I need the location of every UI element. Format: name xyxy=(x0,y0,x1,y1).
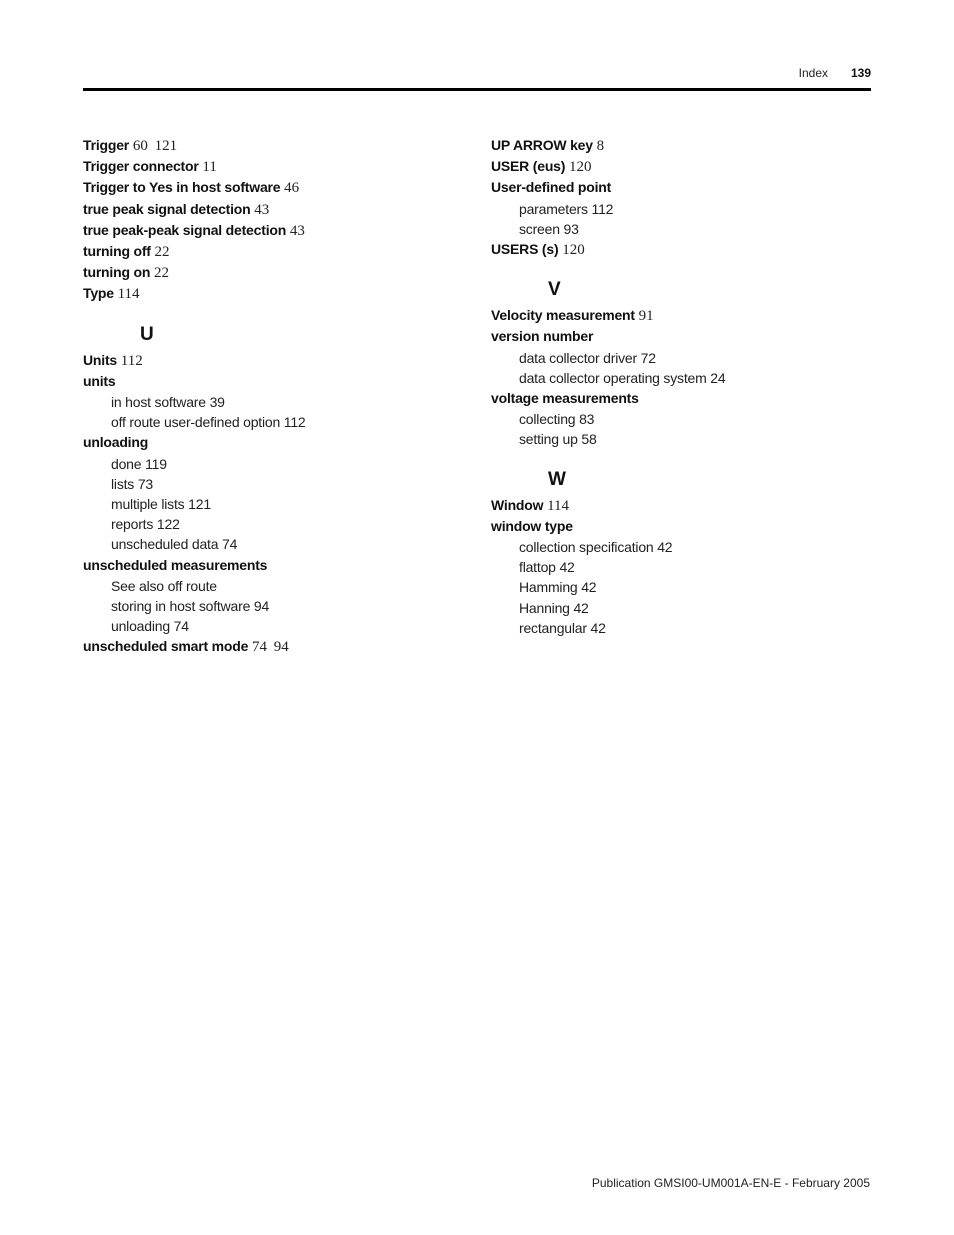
index-subterm: rectangular xyxy=(519,619,587,636)
index-page-refs: 119 xyxy=(145,455,167,472)
index-term: Units xyxy=(83,351,118,368)
index-entry xyxy=(83,283,463,304)
index-subterm: reports xyxy=(111,516,154,533)
index-subterm: unloading xyxy=(111,618,170,635)
index-subentry xyxy=(83,534,463,554)
index-entry xyxy=(491,388,871,409)
index-subterm: unscheduled data xyxy=(111,536,219,553)
index-page-refs: 94 xyxy=(253,598,270,615)
index-term: Trigger connector xyxy=(83,158,199,175)
index-subterm: lists xyxy=(111,475,135,492)
index-term: UP ARROW key xyxy=(491,137,593,153)
index-term: turning on xyxy=(83,264,151,281)
index-subentry xyxy=(491,348,871,368)
index-subterm: setting up xyxy=(519,431,578,448)
index-page-refs: 43 xyxy=(254,201,270,218)
index-entry xyxy=(491,239,871,260)
index-entry xyxy=(83,555,463,576)
index-page-refs: 74 94 xyxy=(251,639,289,656)
index-subentry xyxy=(83,474,463,494)
index-subentry xyxy=(83,494,463,514)
index-entry xyxy=(83,199,463,220)
index-subterm: collection specification xyxy=(519,539,654,556)
index-term: true peak signal detection xyxy=(83,200,251,217)
index-page-refs: 74 xyxy=(222,536,238,553)
index-page-refs: 73 xyxy=(137,475,154,492)
index-page-refs: 42 xyxy=(559,559,575,576)
index-page-refs: 114 xyxy=(547,497,570,514)
index-entry xyxy=(491,305,871,326)
index-page-refs: 112 xyxy=(120,352,143,369)
index-term: version number xyxy=(491,328,594,345)
index-subentry xyxy=(83,514,463,534)
index-subterm: flattop xyxy=(519,559,556,576)
index-subterm: off route user-defined option xyxy=(111,414,281,431)
index-term: units xyxy=(83,372,116,389)
index-letter-heading: W xyxy=(548,468,566,490)
index-page-refs: 114 xyxy=(117,286,140,303)
index-entry xyxy=(83,156,463,177)
index-page-refs: 42 xyxy=(590,619,606,636)
index-subterm: in host software xyxy=(111,394,206,411)
index-page-refs: 72 xyxy=(640,349,656,366)
index-letter-heading: V xyxy=(548,279,561,301)
index-subterm: collecting xyxy=(519,411,576,428)
index-entry xyxy=(83,371,463,392)
index-subentry xyxy=(83,412,463,432)
index-page-refs: 60 121 xyxy=(132,138,178,154)
index-page-refs: 121 xyxy=(188,496,211,513)
index-subentry xyxy=(83,616,463,636)
index-term: USER (eus) xyxy=(491,158,566,175)
index-subterm: data collector driver xyxy=(519,349,637,366)
page-number: 139 xyxy=(850,66,871,80)
index-entry xyxy=(491,177,871,198)
index-page-refs: 74 xyxy=(173,618,189,635)
index-subentry xyxy=(491,219,871,239)
index-term: unscheduled measurements xyxy=(83,556,268,573)
running-header-section: Index xyxy=(798,66,828,80)
index-page-refs: 83 xyxy=(579,411,595,428)
index-page-refs: 112 xyxy=(591,200,614,217)
index-page-refs: 8 xyxy=(596,138,605,154)
index-term: Trigger to Yes in host software xyxy=(83,179,281,196)
index-subentry xyxy=(491,577,871,597)
index-column-right xyxy=(491,135,871,638)
index-entry xyxy=(83,350,463,371)
index-subentry xyxy=(491,618,871,638)
index-entry xyxy=(491,495,871,516)
index-page-refs: 24 xyxy=(710,369,726,386)
index-entry xyxy=(83,177,463,198)
index-term: window type xyxy=(491,517,573,534)
index-page-refs: 91 xyxy=(638,308,654,325)
index-entry xyxy=(83,636,463,657)
index-page-refs: 42 xyxy=(657,539,673,556)
index-page-refs: 42 xyxy=(573,599,589,616)
index-subterm: storing in host software xyxy=(111,598,251,615)
index-subentry xyxy=(491,368,871,388)
index-entry xyxy=(83,220,463,241)
index-term: User-defined point xyxy=(491,179,612,196)
index-entry xyxy=(83,432,463,453)
index-subentry xyxy=(491,598,871,618)
index-page-refs: 122 xyxy=(156,516,180,533)
index-term: USERS (s) xyxy=(491,241,559,258)
index-subentry xyxy=(83,454,463,474)
index-page-refs: 39 xyxy=(209,394,225,411)
index-page-refs: 22 xyxy=(154,244,170,261)
index-column-left xyxy=(83,135,463,658)
index-subentry xyxy=(491,557,871,577)
index-entry xyxy=(491,135,871,156)
index-page-refs: 46 xyxy=(284,180,300,197)
header-rule xyxy=(83,88,871,91)
index-subentry xyxy=(83,392,463,412)
index-term: unloading xyxy=(83,434,149,451)
publication-footer: Publication GMSI00-UM001A-EN-E - February 2005 xyxy=(591,1176,870,1190)
index-subterm: Hanning xyxy=(519,599,570,616)
index-page-refs: 112 xyxy=(283,414,306,431)
index-subterm: See also off route xyxy=(111,577,217,594)
index-subentry xyxy=(491,429,871,449)
index-subentry xyxy=(491,409,871,429)
index-subentry xyxy=(83,576,463,596)
index-subterm: parameters xyxy=(519,200,588,217)
index-entry xyxy=(491,516,871,537)
index-entry xyxy=(83,135,463,156)
index-term: Trigger xyxy=(83,137,130,153)
index-subterm: screen xyxy=(519,220,560,237)
index-subentry xyxy=(491,199,871,219)
index-subterm: Hamming xyxy=(519,579,578,596)
index-term: Type xyxy=(83,285,114,302)
index-page-refs: 120 xyxy=(569,159,592,176)
index-term: turning off xyxy=(83,243,151,260)
index-entry xyxy=(83,262,463,283)
index-page-refs: 11 xyxy=(202,159,217,176)
index-subentry xyxy=(491,537,871,557)
index-subterm: done xyxy=(111,455,142,472)
index-page-refs: 22 xyxy=(153,265,169,282)
index-term: unscheduled smart mode xyxy=(83,638,249,655)
index-subentry xyxy=(83,596,463,616)
index-page-refs: 93 xyxy=(563,220,579,237)
index-subterm: data collector operating system xyxy=(519,369,707,386)
index-letter-heading: U xyxy=(140,323,154,345)
index-entry xyxy=(83,241,463,262)
index-term: Velocity measurement xyxy=(491,307,635,324)
index-subterm: multiple lists xyxy=(111,496,185,513)
index-term: Window xyxy=(491,496,544,513)
index-page-refs: 120 xyxy=(562,242,585,259)
index-entry xyxy=(491,326,871,347)
index-page-refs: 58 xyxy=(581,431,597,448)
index-term: voltage measurements xyxy=(491,390,639,407)
index-term: true peak-peak signal detection xyxy=(83,221,287,238)
index-page-refs: 43 xyxy=(289,222,305,239)
index-page-refs: 42 xyxy=(581,579,597,596)
index-entry xyxy=(491,156,871,177)
